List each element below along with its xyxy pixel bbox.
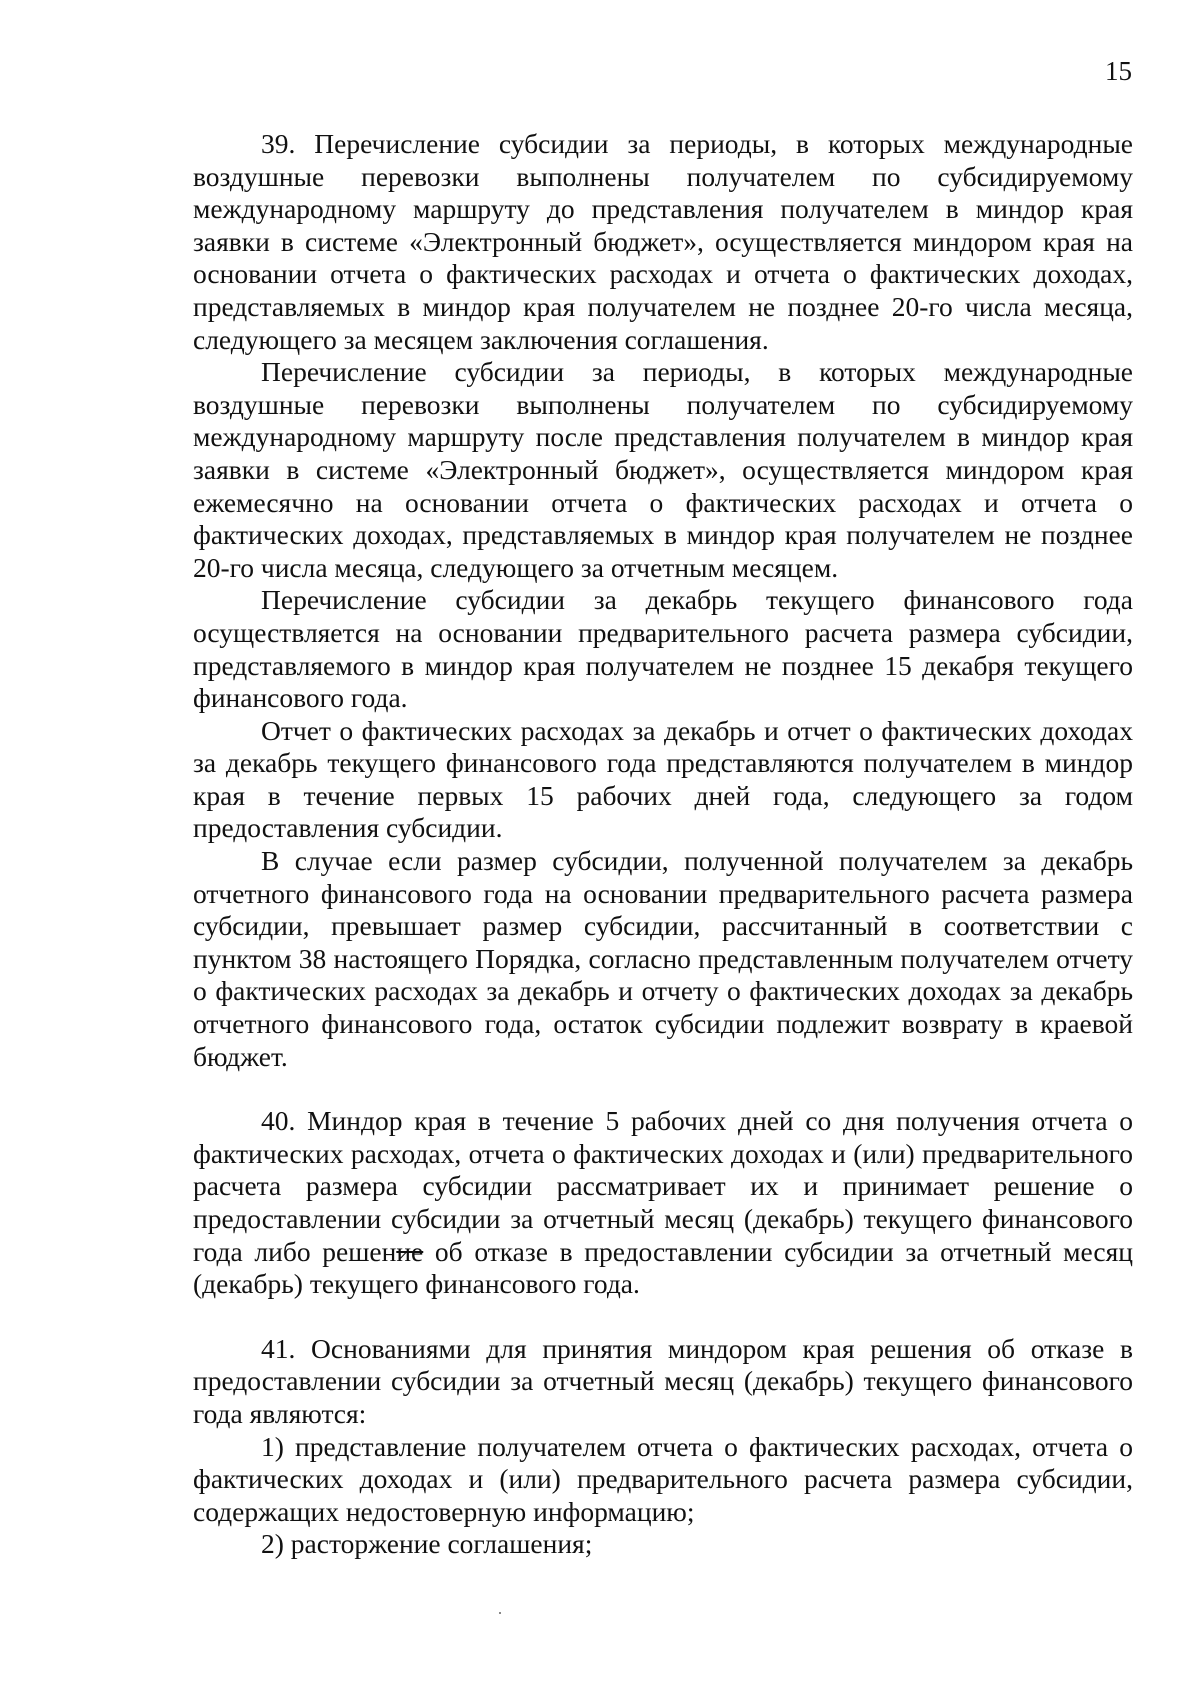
struck-out-correction: ие: [396, 1235, 424, 1267]
paragraph-gap: [193, 1301, 1133, 1333]
paragraph-41-item-1: 1) представление получателем отчета о фактических расходах, отчета о фактических доходах и (или) предварительного расчета размера субсидии, содержащих недостоверную информацию;: [193, 1430, 1133, 1527]
paragraph-39-refund: В случае если размер субсидии, полученной получателем за декабрь отчетного финансового года на основании предварительного расчета размера субсидии, превышает размер субсидии, рассчитанный в соответствии с пунктом 38 настоящего Порядка, согласно представленным получателем отчету о фактических расходах за декабрь и отчету о фактических доходах за декабрь отчетного финансового года, остаток субсидии подлежит возврату в краевой бюджет.: [193, 845, 1133, 1072]
paragraph-40: [193, 1105, 1133, 1301]
paragraph-40-text-start: 40. Миндор края в течение 5 рабочих дней со дня получения отчета о фактических расходах, отчета о фактических доходах и (или) предварительного расчета размера субсидии рассматривает их и принимает решение о предоставлении субсидии за отчетный месяц (декабрь) текущего финансового года либо решен: [193, 1105, 1133, 1267]
paragraph-39-december-reports: Отчет о фактических расходах за декабрь и отчет о фактических доходах за декабрь текущего финансового года представляются получателем в миндор края в течение первых 15 рабочих дней года, следующего за годом предоставления субсидии.: [193, 714, 1133, 844]
paragraph-gap: [193, 1073, 1133, 1105]
page-number: 15: [1105, 56, 1132, 86]
paragraph-39: 39. Перечисление субсидии за периоды, в которых международные воздушные перевозки выполнены получателем по субсидируемому международному маршруту до представления получателем в миндор края заявки в системе «Электронный бюджет», осуществляется миндором края на основании отчета о фактических расходах и отчета о фактических доходах, представляемых в миндор края получателем не позднее 20-го числа месяца, следующего за месяцем заключения соглашения.: [193, 128, 1133, 355]
paragraph-41-item-2: 2) расторжение соглашения;: [261, 1528, 593, 1560]
paragraph-40-text-end: об отказе в предоставлении субсидии за отчетный месяц (декабрь) текущего финансового года.: [193, 1235, 1133, 1300]
paragraph-39-monthly-transfer: Перечисление субсидии за периоды, в которых международные воздушные перевозки выполнены получателем по субсидируемому международному маршруту после представления получателем в миндор края заявки в системе «Электронный бюджет», осуществляется миндором края ежемесячно на основании отчета о фактических расходах и отчета о фактических доходах, представляемых в миндор края получателем не позднее 20-го числа месяца, следующего за отчетным месяцем.: [193, 356, 1133, 583]
paragraph-41: 41. Основаниями для принятия миндором края решения об отказе в предоставлении субсидии за отчетный месяц (декабрь) текущего финансового года являются:: [193, 1332, 1133, 1429]
document-body: [193, 128, 1133, 1561]
scan-dot-mark: [499, 1612, 501, 1614]
paragraph-39-december-transfer: Перечисление субсидии за декабрь текущего финансового года осуществляется на основании предварительного расчета размера субсидии, представляемого в миндор края получателем не позднее 15 декабря текущего финансового года.: [193, 584, 1133, 714]
